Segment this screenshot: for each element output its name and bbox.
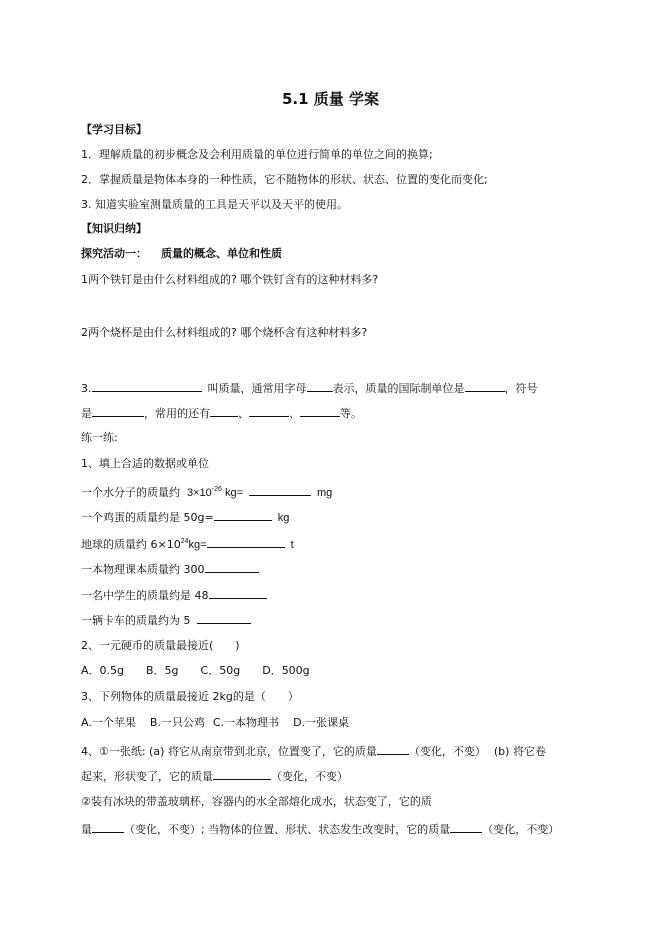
- definition-text: 叫质量，通常用字母: [207, 382, 307, 395]
- option-b[interactable]: B.一只公鸡: [149, 716, 205, 729]
- prompt-text: kg=: [188, 539, 207, 551]
- definition-number: 3.: [81, 382, 92, 395]
- separator: 、: [238, 407, 249, 420]
- definition-text: 等。: [340, 407, 362, 420]
- prompt-text: 地球的质量约 6×10: [81, 538, 181, 551]
- prompt-text: （变化，不变）: [408, 745, 486, 758]
- ice-question-line-2: [81, 821, 559, 837]
- objective-3: 3. 知道实验室测量质量的工具是天平以及天平的使用。: [81, 198, 348, 211]
- prompt-text: 一名中学生的质量约是 48: [81, 589, 209, 602]
- separator: 、: [289, 407, 300, 420]
- definition-text: ，符号: [504, 382, 538, 395]
- earth-line: [81, 535, 294, 552]
- answer-blank[interactable]: [209, 587, 267, 599]
- practice-heading: 练一练:: [81, 431, 118, 444]
- truck-line: [81, 612, 251, 628]
- practice-item-1: 1、填上合适的数据或单位: [81, 457, 209, 470]
- answer-blank[interactable]: [210, 405, 238, 417]
- option-a[interactable]: A．0.5g: [81, 664, 125, 677]
- exponent: -26: [211, 486, 222, 493]
- two-kg-question: 3、下列物体的质量最接近 2kg的是（ ）: [81, 690, 299, 703]
- option-c[interactable]: C．50g: [200, 664, 241, 677]
- prompt-text: 一个水分子的质量约: [81, 486, 180, 499]
- answer-blank[interactable]: [214, 509, 272, 521]
- definition-line-2: [81, 405, 362, 421]
- definition-text: 表示，质量的国际制单位是: [332, 382, 465, 395]
- knowledge-heading: 【知识归纳】: [81, 222, 147, 235]
- prompt-text: 4、①一张纸: (a) 将它从南京带到北京，位置变了，它的质量: [81, 745, 377, 758]
- answer-blank[interactable]: [249, 484, 311, 496]
- prompt-text: (b) 将它卷: [493, 745, 546, 758]
- answer-blank[interactable]: [377, 743, 409, 755]
- question-beakers: 2两个烧杯是由什么材料组成的? 哪个烧杯含有这种材料多?: [81, 326, 368, 339]
- activity-title: 质量的概念、单位和性质: [161, 247, 282, 260]
- definition-line-1: [81, 380, 538, 396]
- prompt-text: 一辆卡车的质量约为 5: [81, 614, 191, 627]
- prompt-text: （变化，不变）: [482, 823, 560, 836]
- option-b[interactable]: B．5g: [146, 664, 179, 677]
- prompt-text: （变化，不变）: [271, 770, 348, 783]
- answer-blank[interactable]: [197, 612, 251, 624]
- definition-text: 是: [81, 407, 92, 420]
- page-title: 5.1 质量 学案: [281, 90, 380, 108]
- answer-blank[interactable]: [205, 561, 259, 573]
- answer-blank[interactable]: [300, 405, 340, 417]
- physics-book-line: [81, 561, 259, 577]
- option-d[interactable]: D.一张课桌: [293, 716, 350, 729]
- answer-blank[interactable]: [92, 380, 202, 392]
- prompt-text: （变化，不变）; 当物体的位置、形状、状态发生改变时，它的质量: [124, 823, 451, 836]
- answer-blank[interactable]: [213, 768, 271, 780]
- water-molecule-line: [81, 483, 332, 500]
- exponent: 24: [180, 538, 189, 545]
- answer-blank[interactable]: [207, 536, 285, 548]
- egg-line: [81, 509, 289, 525]
- prompt-text: kg=: [221, 487, 244, 499]
- ice-question-line-1: ②装有冰块的带盖玻璃杯，容器内的水全部熔化成水，状态变了，它的质: [81, 795, 432, 808]
- answer-blank[interactable]: [465, 380, 505, 392]
- objectives-heading: 【学习目标】: [81, 123, 147, 136]
- paper-question-line-1: [81, 743, 546, 759]
- activity-prefix: 探究活动一：: [81, 247, 147, 260]
- answer-blank[interactable]: [307, 380, 333, 392]
- question-iron-nails: 1两个铁钉是由什么材料组成的? 哪个铁钉含有的这种材料多?: [81, 273, 379, 286]
- unit-label: kg: [277, 512, 290, 524]
- student-line: [81, 587, 267, 603]
- option-d[interactable]: D．500g: [262, 664, 310, 677]
- option-c[interactable]: C.一本物理书: [212, 716, 280, 729]
- objective-1: 1．理解质量的初步概念及会利用质量的单位进行简单的单位之间的换算;: [81, 148, 433, 161]
- prompt-text: 3×10: [187, 487, 212, 499]
- answer-blank[interactable]: [249, 405, 289, 417]
- answer-blank[interactable]: [450, 821, 482, 833]
- objective-2: 2．掌握质量是物体本身的一种性质，它不随物体的形状、状态、位置的变化而变化;: [81, 173, 488, 186]
- coin-question: 2、一元硬币的质量最接近( ): [81, 639, 240, 652]
- prompt-text: 一本物理课本质量约 300: [81, 563, 205, 576]
- prompt-text: 起来，形状变了，它的质量: [81, 770, 213, 783]
- coin-options: [81, 664, 310, 678]
- paper-question-line-2: [81, 768, 348, 784]
- prompt-text: 量: [81, 823, 92, 836]
- unit-label: t: [290, 539, 294, 551]
- answer-blank[interactable]: [92, 405, 144, 417]
- definition-text: ，常用的还有: [144, 407, 210, 420]
- prompt-text: 一个鸡蛋的质量约是 50g=: [81, 511, 214, 524]
- answer-blank[interactable]: [92, 821, 124, 833]
- option-a[interactable]: A.一个苹果: [81, 716, 136, 729]
- two-kg-options: [81, 716, 349, 730]
- unit-label: mg: [317, 487, 333, 499]
- activity-heading: [81, 247, 282, 261]
